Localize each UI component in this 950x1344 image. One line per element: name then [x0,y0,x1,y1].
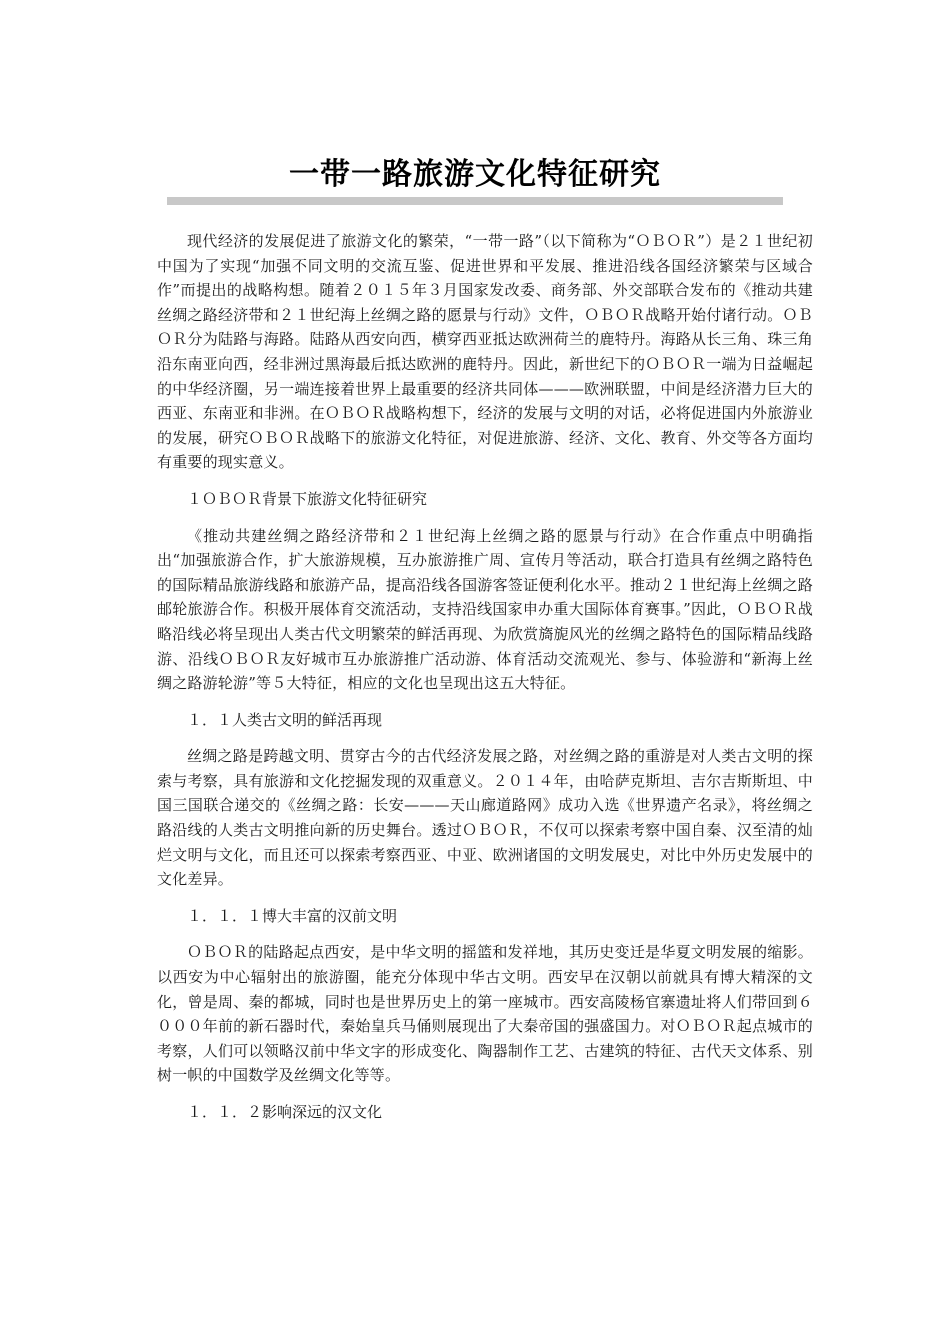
section-heading-1-1-2: １．１．２影响深远的汉文化 [187,1103,383,1121]
paragraph-section-1-1-1: ＯＢＯＲ的陆路起点西安，是中华文明的摇篮和发祥地，其历史变迁是华夏文明发展的缩影。以西安为中心辐射出的旅游圈，能充分体现中华古文明。西安早在汉朝以前就具有博大精深的文化，曾是周、秦的都城，同时也是世界历史上的第一座城市。西安高陵杨官寨遗址将人们带回到６０００年前的新石器时代，秦始皇兵马俑则展现出了大秦帝国的强盛国力。对ＯＢＯＲ起点城市的考察，人们可以领略汉前中华文字的形成变化、陶器制作工艺、古建筑的特征、古代天文体系、别树一帜的中国数学及丝绸文化等等。 [157,943,813,1085]
document-body [157,229,813,1125]
paragraph-section-1-1: 丝绸之路是跨越文明、贯穿古今的古代经济发展之路，对丝绸之路的重游是对人类古文明的探索与考察，具有旅游和文化挖掘发现的双重意义。２０１４年，由哈萨克斯坦、吉尔吉斯斯坦、中国三国联合递交的《丝绸之路：长安———天山廊道路网》成功入选《世界遗产名录》，将丝绸之路沿线的人类古文明推向新的历史舞台。透过ＯＢＯＲ，不仅可以探索考察中国自秦、汉至清的灿烂文明与文化，而且还可以探索考察西亚、中亚、欧洲诸国的文明发展史，对比中外历史发展中的文化差异。 [157,747,813,889]
paragraph-intro: 现代经济的发展促进了旅游文化的繁荣，“一带一路”（以下简称为“ＯＢＯＲ”）是２１世纪初中国为了实现“加强不同文明的交流互鉴、促进世界和平发展、推进沿线各国经济繁荣与区域合作”而提出的战略构想。随着２０１５年３月国家发改委、商务部、外交部联合发布的《推动共建丝绸之路经济带和２１世纪海上丝绸之路的愿景与行动》文件，ＯＢＯＲ战略开始付诸行动。ＯＢＯＲ分为陆路与海路。陆路从西安向西，横穿西亚抵达欧洲荷兰的鹿特丹。海路从长三角、珠三角沿东南亚向西，经非洲过黑海最后抵达欧洲的鹿特丹。因此，新世纪下的ＯＢＯＲ一端为日益崛起的中华经济圈，另一端连接着世界上最重要的经济共同体———欧洲联盟，中间是经济潜力巨大的西亚、东南亚和非洲。在ＯＢＯＲ战略构想下，经济的发展与文明的对话，必将促进国内外旅游业的发展，研究ＯＢＯＲ战略下的旅游文化特征，对促进旅游、经济、文化、教育、外交等各方面均有重要的现实意义。 [157,232,813,472]
paragraph-section-1: 《推动共建丝绸之路经济带和２１世纪海上丝绸之路的愿景与行动》在合作重点中明确指出“加强旅游合作，扩大旅游规模，互办旅游推广周、宣传月等活动，联合打造具有丝绸之路特色的国际精品旅游线路和旅游产品，提高沿线各国游客签证便利化水平。推动２１世纪海上丝绸之路邮轮旅游合作。积极开展体育交流活动，支持沿线国家申办重大国际体育赛事。”因此，ＯＢＯＲ战略沿线必将呈现出人类古代文明繁荣的鲜活再现、为欣赏旖旎风光的丝绸之路特色的国际精品线路游、沿线ＯＢＯＲ友好城市互办旅游推广活动游、体育活动交流观光、参与、体验游和“新海上丝绸之路游轮游”等５大特征，相应的文化也呈现出这五大特征。 [157,526,813,693]
section-heading-1-1-1: １．１．１博大丰富的汉前文明 [187,906,398,925]
section-heading-1-1: １．１人类古文明的鲜活再现 [187,710,383,729]
section-heading-1: １ＯＢＯＲ背景下旅游文化特征研究 [187,489,428,508]
document-title: 一带一路旅游文化特征研究 [289,157,661,192]
title-underline-rule [167,197,783,205]
